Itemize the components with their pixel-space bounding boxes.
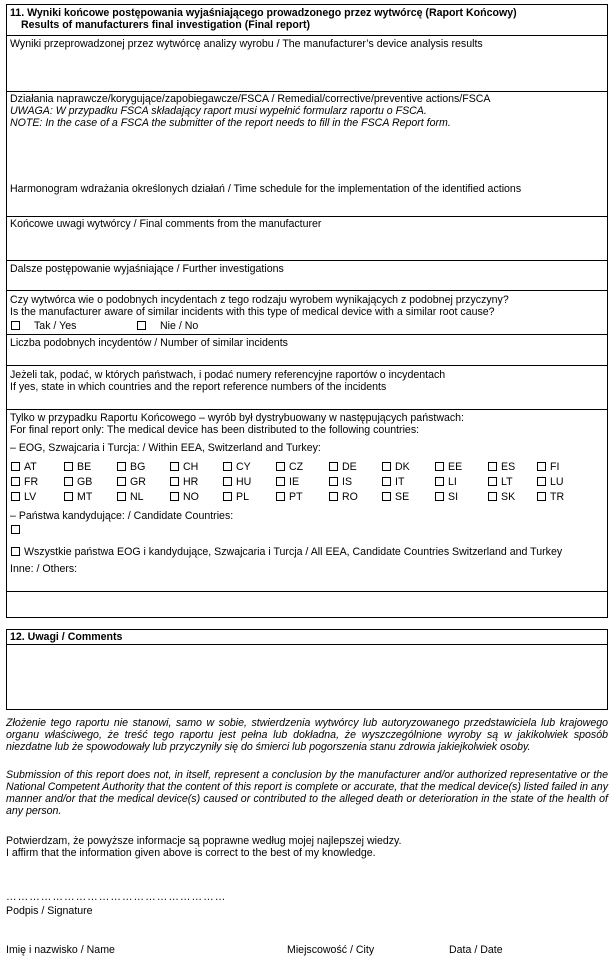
all-countries-checkbox[interactable] bbox=[11, 547, 20, 556]
country-label: FI bbox=[550, 461, 560, 473]
country-label: NL bbox=[130, 491, 144, 503]
similar-incidents-question bbox=[7, 290, 607, 335]
country-checkbox-tr[interactable] bbox=[537, 492, 546, 501]
yes-option[interactable] bbox=[11, 320, 76, 332]
country-checkbox-no[interactable] bbox=[170, 492, 179, 501]
disclaimer-pl: Złożenie tego raportu nie stanowi, samo w sobie, stwierdzenia wytwórcy lub autoryzowanego przedstawiciela lub krajowego organu właściwego, że treść tego raportu jest pełna lub dokładna, że wyszczególnione wyroby są w jakikolwiek sposób niezdatne lub że spowodowały lub przyczyniły się do śmierci lub pogorszenia stanu zdrowia jakiejkolwiek osoby. bbox=[6, 717, 608, 753]
all-countries-label: Wszystkie państwa EOG i kandydujące, Szwajcaria i Turcja / All EEA, Candidate Countries Switzerland and Turkey bbox=[24, 546, 563, 558]
disclaimer-en: Submission of this report does not, in itself, represent a conclusion by the manufacturer and/or authorized representative or the National Competent Authority that the content of this report is complete or accurate, that the medical device(s) listed failed in any manner and/or that the medical device(s) caused or contributed to the alleged death or deterioration in the state of the health of any person. bbox=[6, 769, 608, 817]
affirm-en: I affirm that the information given above is correct to the best of my knowledge. bbox=[6, 847, 376, 859]
country-checkbox-be[interactable] bbox=[64, 462, 73, 471]
country-checkbox-cy[interactable] bbox=[223, 462, 232, 471]
country-checkbox-li[interactable] bbox=[435, 477, 444, 486]
country-label: IT bbox=[395, 476, 405, 488]
country-option-tr[interactable] bbox=[537, 491, 564, 503]
country-grid bbox=[7, 461, 607, 509]
country-checkbox-at[interactable] bbox=[11, 462, 20, 471]
country-label: SK bbox=[501, 491, 516, 503]
country-label: FR bbox=[24, 476, 39, 488]
name-label: Imię i nazwisko / Name bbox=[6, 944, 115, 956]
section-11-title-en: Results of manufacturers final investigation (Final report) bbox=[21, 19, 311, 31]
distribution-label-pl: Tylko w przypadku Raportu Końcowego – wyrób był dystrybuowany w następujących państwach: bbox=[10, 412, 464, 424]
eea-label: – EOG, Szwajcaria i Turcja: / Within EEA, Switzerland and Turkey: bbox=[10, 442, 321, 454]
affirm-pl: Potwierdzam, że powyższe informacje są poprawne według mojej najlepszej wiedzy. bbox=[6, 835, 402, 847]
country-option-pt[interactable] bbox=[276, 491, 303, 503]
country-option-li[interactable] bbox=[435, 476, 457, 488]
comments-field[interactable] bbox=[7, 644, 607, 711]
country-checkbox-lt[interactable] bbox=[488, 477, 497, 486]
signature-line: ………………………………………………… bbox=[6, 891, 227, 903]
country-label: CZ bbox=[289, 461, 304, 473]
others-field[interactable] bbox=[7, 591, 607, 619]
no-label: Nie / No bbox=[160, 320, 199, 332]
country-option-cz[interactable] bbox=[276, 461, 303, 473]
country-label: HU bbox=[236, 476, 252, 488]
distribution-label-en: For final report only: The medical device has been distributed to the following countries: bbox=[10, 424, 420, 436]
country-label: BG bbox=[130, 461, 146, 473]
country-checkbox-si[interactable] bbox=[435, 492, 444, 501]
section-12-header bbox=[7, 630, 607, 644]
country-label: EE bbox=[448, 461, 463, 473]
country-checkbox-fr[interactable] bbox=[11, 477, 20, 486]
country-checkbox-lu[interactable] bbox=[537, 477, 546, 486]
country-option-is[interactable] bbox=[329, 476, 352, 488]
countries-references-en: If yes, state in which countries and the report reference numbers of the incidents bbox=[10, 381, 387, 393]
others-label: Inne: / Others: bbox=[10, 563, 78, 575]
country-label: LV bbox=[24, 491, 37, 503]
country-label: DE bbox=[342, 461, 357, 473]
section-11-title-pl: 11. Wyniki końcowe postępowania wyjaśniającego prowadzonego przez wytwórcę (Raport Końcowy) bbox=[10, 7, 517, 19]
country-checkbox-cz[interactable] bbox=[276, 462, 285, 471]
country-label: RO bbox=[342, 491, 358, 503]
country-option-pl[interactable] bbox=[223, 491, 249, 503]
country-checkbox-gb[interactable] bbox=[64, 477, 73, 486]
country-label: AT bbox=[24, 461, 37, 473]
country-option-fr[interactable] bbox=[11, 476, 38, 488]
country-checkbox-pt[interactable] bbox=[276, 492, 285, 501]
country-label: GB bbox=[77, 476, 93, 488]
country-checkbox-it[interactable] bbox=[382, 477, 391, 486]
country-checkbox-ie[interactable] bbox=[276, 477, 285, 486]
country-option-ch[interactable] bbox=[170, 461, 198, 473]
country-checkbox-ee[interactable] bbox=[435, 462, 444, 471]
country-label: LT bbox=[501, 476, 513, 488]
country-option-at[interactable] bbox=[11, 461, 37, 473]
country-checkbox-de[interactable] bbox=[329, 462, 338, 471]
country-option-lt[interactable] bbox=[488, 476, 513, 488]
yes-label: Tak / Yes bbox=[34, 320, 77, 332]
country-label: GR bbox=[130, 476, 146, 488]
country-label: HR bbox=[183, 476, 199, 488]
country-label: PL bbox=[236, 491, 249, 503]
country-checkbox-bg[interactable] bbox=[117, 462, 126, 471]
country-option-lu[interactable] bbox=[537, 476, 564, 488]
countries-references-field[interactable] bbox=[7, 365, 607, 410]
section-12-title: 12. Uwagi / Comments bbox=[10, 631, 123, 643]
country-option-se[interactable] bbox=[382, 491, 409, 503]
country-label: IE bbox=[289, 476, 300, 488]
all-countries-option[interactable] bbox=[11, 546, 562, 558]
country-label: BE bbox=[77, 461, 92, 473]
fsca-note-pl: UWAGA: W przypadku FSCA składający raport musi wypełnić formularz raportu o FSCA. bbox=[10, 105, 427, 117]
country-option-si[interactable] bbox=[435, 491, 458, 503]
country-option-ie[interactable] bbox=[276, 476, 299, 488]
country-label: LI bbox=[448, 476, 457, 488]
section-11-header bbox=[7, 5, 607, 35]
country-option-ro[interactable] bbox=[329, 491, 358, 503]
country-option-bg[interactable] bbox=[117, 461, 145, 473]
country-option-fi[interactable] bbox=[537, 461, 559, 473]
candidate-label: – Państwa kandydujące: / Candidate Countries: bbox=[10, 510, 234, 522]
number-similar-field[interactable] bbox=[7, 334, 607, 366]
remedial-actions-field[interactable] bbox=[7, 91, 607, 217]
no-checkbox[interactable] bbox=[137, 321, 146, 330]
country-label: NO bbox=[183, 491, 199, 503]
country-option-ee[interactable] bbox=[435, 461, 462, 473]
country-label: CH bbox=[183, 461, 199, 473]
no-option[interactable] bbox=[137, 320, 198, 332]
country-checkbox-mt[interactable] bbox=[64, 492, 73, 501]
number-similar-label: Liczba podobnych incydentów / Number of similar incidents bbox=[10, 337, 288, 349]
further-investigations-field[interactable] bbox=[7, 260, 607, 291]
final-comments-label: Końcowe uwagi wytwórcy / Final comments from the manufacturer bbox=[10, 218, 322, 230]
time-schedule-label: Harmonogram wdrażania określonych działań / Time schedule for the implementation of the identified actions bbox=[10, 183, 522, 195]
country-option-cy[interactable] bbox=[223, 461, 251, 473]
country-checkbox-ch[interactable] bbox=[170, 462, 179, 471]
candidate-option[interactable] bbox=[11, 524, 24, 536]
signature-label: Podpis / Signature bbox=[6, 905, 93, 917]
country-checkbox-es[interactable] bbox=[488, 462, 497, 471]
country-option-gb[interactable] bbox=[64, 476, 92, 488]
country-checkbox-is[interactable] bbox=[329, 477, 338, 486]
country-option-sk[interactable] bbox=[488, 491, 515, 503]
country-label: DK bbox=[395, 461, 410, 473]
country-option-it[interactable] bbox=[382, 476, 404, 488]
country-option-lv[interactable] bbox=[11, 491, 36, 503]
country-option-hr[interactable] bbox=[170, 476, 198, 488]
fsca-note-en: NOTE: In the case of a FSCA the submitter of the report needs to fill in the FSCA Report form. bbox=[10, 117, 451, 129]
country-label: PT bbox=[289, 491, 303, 503]
final-comments-field[interactable] bbox=[7, 216, 607, 261]
country-checkbox-gr[interactable] bbox=[117, 477, 126, 486]
country-option-dk[interactable] bbox=[382, 461, 410, 473]
country-checkbox-hu[interactable] bbox=[223, 477, 232, 486]
distribution-block bbox=[7, 409, 607, 592]
country-option-mt[interactable] bbox=[64, 491, 92, 503]
country-checkbox-fi[interactable] bbox=[537, 462, 546, 471]
country-label: IS bbox=[342, 476, 353, 488]
country-checkbox-lv[interactable] bbox=[11, 492, 20, 501]
country-label: CY bbox=[236, 461, 251, 473]
similar-incidents-question-en: Is the manufacturer aware of similar incidents with this type of medical device with a similar root cause? bbox=[10, 306, 495, 318]
country-checkbox-sk[interactable] bbox=[488, 492, 497, 501]
country-option-de[interactable] bbox=[329, 461, 357, 473]
country-option-no[interactable] bbox=[170, 491, 199, 503]
country-option-gr[interactable] bbox=[117, 476, 146, 488]
yes-checkbox[interactable] bbox=[11, 321, 20, 330]
country-option-nl[interactable] bbox=[117, 491, 144, 503]
country-label: TR bbox=[550, 491, 565, 503]
candidate-checkbox[interactable] bbox=[11, 525, 20, 534]
country-label: SE bbox=[395, 491, 410, 503]
country-checkbox-ro[interactable] bbox=[329, 492, 338, 501]
country-checkbox-hr[interactable] bbox=[170, 477, 179, 486]
country-checkbox-se[interactable] bbox=[382, 492, 391, 501]
section-12 bbox=[6, 629, 608, 710]
country-label: ES bbox=[501, 461, 516, 473]
section-11 bbox=[6, 4, 608, 618]
country-label: MT bbox=[77, 491, 93, 503]
country-checkbox-pl[interactable] bbox=[223, 492, 232, 501]
city-label: Miejscowość / City bbox=[287, 944, 375, 956]
country-label: LU bbox=[550, 476, 564, 488]
date-label: Data / Date bbox=[449, 944, 503, 956]
similar-incidents-question-pl: Czy wytwórca wie o podobnych incydentach z tego rodzaju wyrobem wynikających z podobnej przyczyny? bbox=[10, 294, 509, 306]
country-option-be[interactable] bbox=[64, 461, 91, 473]
further-investigations-label: Dalsze postępowanie wyjaśniające / Further investigations bbox=[10, 263, 284, 275]
analysis-results-field[interactable] bbox=[7, 35, 607, 92]
country-option-hu[interactable] bbox=[223, 476, 251, 488]
analysis-results-label: Wyniki przeprowadzonej przez wytwórcę analizy wyrobu / The manufacturer’s device analysis results bbox=[10, 38, 483, 50]
country-checkbox-nl[interactable] bbox=[117, 492, 126, 501]
country-checkbox-dk[interactable] bbox=[382, 462, 391, 471]
country-option-es[interactable] bbox=[488, 461, 515, 473]
country-label: SI bbox=[448, 491, 459, 503]
countries-references-pl: Jeżeli tak, podać, w których państwach, i podać numery referencyjne raportów o incydentach bbox=[10, 369, 446, 381]
remedial-actions-label: Działania naprawcze/korygujące/zapobiegawcze/FSCA / Remedial/corrective/preventive actions/FSCA bbox=[10, 93, 491, 105]
